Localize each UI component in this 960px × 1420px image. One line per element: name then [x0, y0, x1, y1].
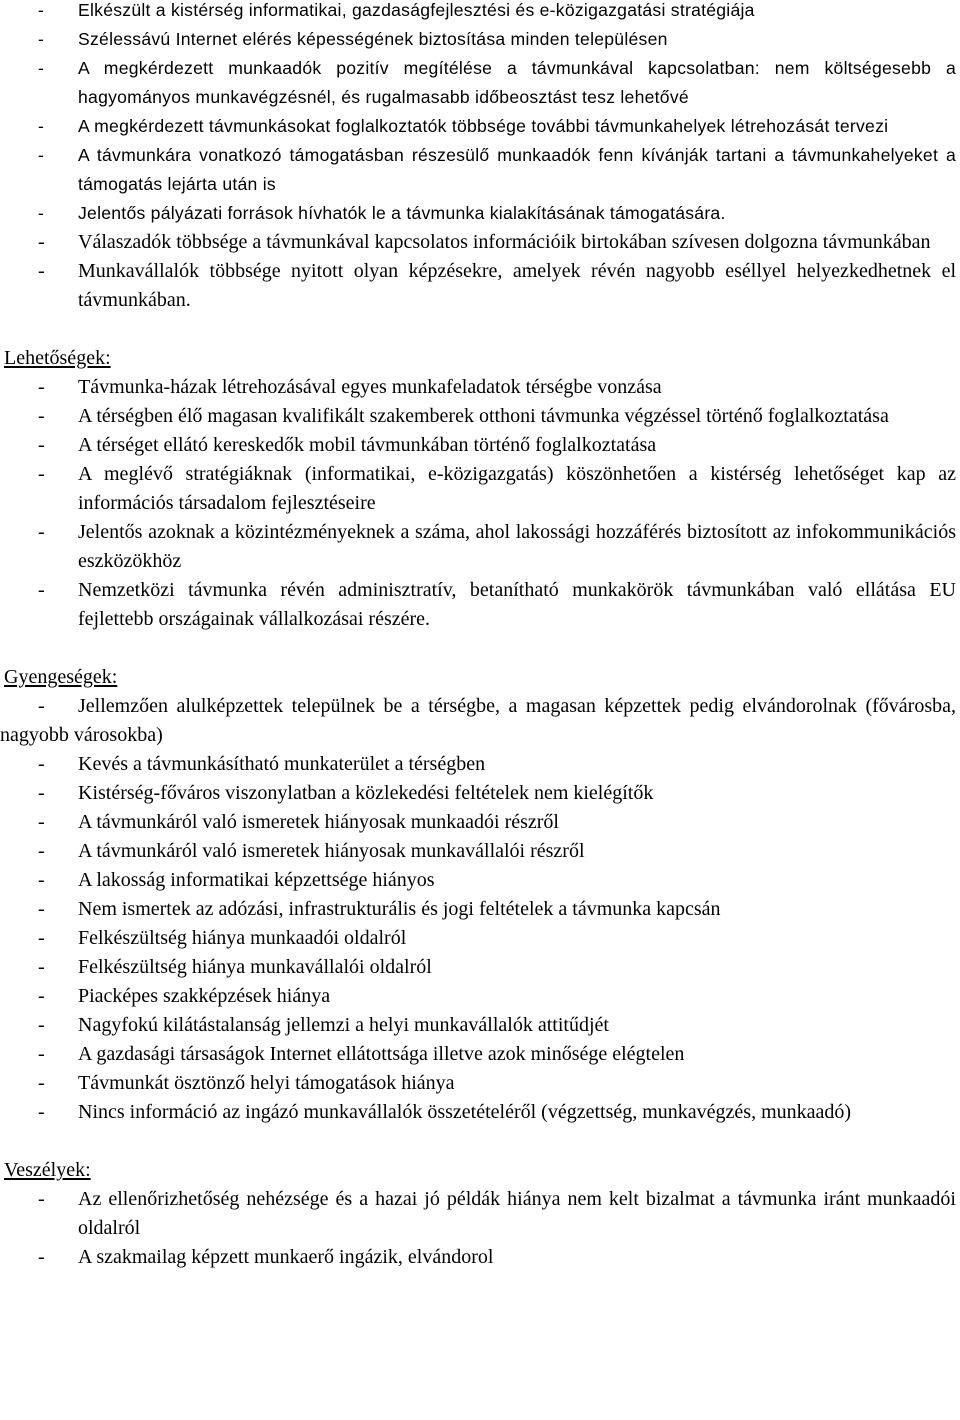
- list-item: [0, 1185, 960, 1243]
- bullet-dash: -: [38, 521, 45, 543]
- list-item-text: Felkészültség hiánya munkaadói oldalról: [78, 927, 407, 949]
- bullet-dash: -: [38, 405, 45, 427]
- list-item-text: Távmunkát ösztönző helyi támogatások hiánya: [78, 1072, 455, 1094]
- bullet-dash: -: [38, 579, 45, 601]
- list-item: [0, 750, 960, 779]
- bullet-dash: -: [38, 956, 45, 978]
- list-item-text: A lakosság informatikai képzettsége hiányos: [78, 869, 435, 891]
- list-item: [0, 199, 960, 228]
- bullet-dash: -: [38, 376, 45, 398]
- list-item-text: A térséget ellátó kereskedők mobil távmunkában történő foglalkoztatása: [78, 434, 657, 456]
- list-item: [0, 141, 960, 199]
- list-item: [0, 1069, 960, 1098]
- bullet-dash: -: [38, 1101, 45, 1123]
- list-item-text: Felkészültség hiánya munkavállalói oldalról: [78, 956, 432, 978]
- list-item: [0, 1040, 960, 1069]
- list-item: [0, 692, 960, 750]
- list-item: [0, 779, 960, 808]
- list-item: [0, 1011, 960, 1040]
- list-item-text: A megkérdezett munkaadók pozitív megítélése a távmunkával kapcsolatban: nem költségesebb a hagyományos munkavégzésnél, és rugalmasabb időbeosztást tesz lehetővé: [78, 58, 956, 107]
- list-item-text: Elkészült a kistérség informatikai, gazdaságfejlesztési és e-közigazgatási stratégiája: [78, 0, 755, 20]
- list-item: [0, 837, 960, 866]
- list-item: [0, 25, 960, 54]
- bullet-dash: -: [38, 985, 45, 1007]
- bullet-dash: -: [38, 463, 45, 485]
- bullet-dash: -: [38, 1043, 45, 1065]
- list-item: [0, 228, 960, 257]
- section-spacer: [0, 315, 960, 344]
- list-item: [0, 402, 960, 431]
- bullet-dash: -: [38, 29, 45, 49]
- list-item-text: Jellemzően alulképzettek települnek be a térségbe, a magasan képzettek pedig elvándorolnak (fővárosba, nagyobb városokba): [0, 695, 956, 746]
- list-item: [0, 895, 960, 924]
- list-item-text: A szakmailag képzett munkaerő ingázik, elvándorol: [78, 1246, 494, 1268]
- list-item: [0, 1098, 960, 1127]
- bullet-dash: -: [38, 0, 45, 20]
- bullet-dash: -: [38, 927, 45, 949]
- bullet-dash: -: [38, 203, 45, 223]
- bullet-dash: -: [38, 753, 45, 775]
- bullet-dash: -: [38, 1188, 45, 1210]
- bullet-dash: -: [38, 1246, 45, 1268]
- bullet-dash: -: [38, 1014, 45, 1036]
- list-item-text: A távmunkáról való ismeretek hiányosak munkaadói részről: [78, 811, 559, 833]
- list-item: [0, 982, 960, 1011]
- list-item: [0, 54, 960, 112]
- list-item-text: A meglévő stratégiáknak (informatikai, e-közigazgatás) köszönhetően a kistérség lehetőséget kap az információs társadalom fejlesztéseire: [78, 463, 956, 514]
- list-item: [0, 808, 960, 837]
- strengths-list: [0, 0, 960, 315]
- list-item-text: Nagyfokú kilátástalanság jellemzi a helyi munkavállalók attitűdjét: [78, 1014, 609, 1036]
- list-item-text: Kevés a távmunkásítható munkaterület a térségben: [78, 753, 486, 775]
- opportunities-list: [0, 373, 960, 634]
- list-item: [0, 866, 960, 895]
- list-item: [0, 257, 960, 315]
- list-item: [0, 924, 960, 953]
- bullet-dash: -: [38, 260, 45, 282]
- list-item-text: Munkavállalók többsége nyitott olyan képzésekre, amelyek révén nagyobb eséllyel helyezkedhetnek el távmunkában.: [78, 260, 956, 311]
- list-item-text: Távmunka-házak létrehozásával egyes munkafeladatok térségbe vonzása: [78, 376, 662, 398]
- bullet-dash: -: [38, 840, 45, 862]
- list-item: [0, 0, 960, 25]
- list-item-text: Piacképes szakképzések hiánya: [78, 985, 331, 1007]
- list-item-text: Nem ismertek az adózási, infrastrukturális és jogi feltételek a távmunka kapcsán: [78, 898, 721, 920]
- list-item: [0, 953, 960, 982]
- list-item-text: Jelentős pályázati források hívhatók le a távmunka kialakításának támogatására.: [78, 203, 726, 223]
- list-item: [0, 576, 960, 634]
- bullet-dash: -: [38, 145, 45, 165]
- bullet-dash: -: [38, 869, 45, 891]
- list-item-text: A megkérdezett távmunkásokat foglalkoztatók többsége további távmunkahelyek létrehozását tervezi: [78, 116, 889, 136]
- list-item-text: A gazdasági társaságok Internet ellátottsága illetve azok minősége elégtelen: [78, 1043, 685, 1065]
- bullet-dash: -: [38, 898, 45, 920]
- list-item: [0, 460, 960, 518]
- list-item: [0, 112, 960, 141]
- threats-list: [0, 1185, 960, 1272]
- list-item-text: A távmunkára vonatkozó támogatásban részesülő munkaadók fenn kívánják tartani a távmunkahelyeket a támogatás lejárta után is: [78, 145, 956, 194]
- list-item-text: Nincs információ az ingázó munkavállalók összetételéről (végzettség, munkavégzés, munkaadó): [78, 1101, 852, 1123]
- list-item-text: Válaszadók többsége a távmunkával kapcsolatos információik birtokában szívesen dolgozna távmunkában: [78, 231, 931, 253]
- bullet-dash: -: [38, 231, 45, 253]
- bullet-dash: -: [38, 58, 45, 78]
- list-item-text: Jelentős azoknak a közintézményeknek a száma, ahol lakossági hozzáférés biztosított az infokommunikációs eszközökhöz: [78, 521, 956, 572]
- list-item-text: A távmunkáról való ismeretek hiányosak munkavállalói részről: [78, 840, 585, 862]
- opportunities-heading: Lehetőségek:: [4, 347, 111, 369]
- section-spacer: [0, 1127, 960, 1156]
- list-item: [0, 431, 960, 460]
- list-item-text: Az ellenőrizhetőség nehézsége és a hazai jó példák hiánya nem kelt bizalmat a távmunka iránt munkaadói oldalról: [78, 1188, 956, 1239]
- bullet-dash: -: [38, 811, 45, 833]
- list-item-text: Nemzetközi távmunka révén adminisztratív, betanítható munkakörök távmunkában való ellátása EU fejlettebb országainak vállalkozásai részére.: [78, 579, 956, 630]
- list-item-text: Kistérség-főváros viszonylatban a közlekedési feltételek nem kielégítők: [78, 782, 654, 804]
- bullet-dash: -: [38, 1072, 45, 1094]
- list-item: [0, 373, 960, 402]
- section-spacer: [0, 634, 960, 663]
- bullet-dash: -: [38, 782, 45, 804]
- list-item-text: Szélessávú Internet elérés képességének biztosítása minden településen: [78, 29, 668, 49]
- bullet-dash: -: [38, 116, 45, 136]
- list-item-text: A térségben élő magasan kvalifikált szakemberek otthoni távmunka végzéssel történő foglalkoztatása: [78, 405, 889, 427]
- threats-heading: Veszélyek:: [4, 1159, 91, 1181]
- list-item: [0, 518, 960, 576]
- weaknesses-heading: Gyengeségek:: [4, 666, 118, 688]
- weaknesses-list: [0, 692, 960, 1127]
- list-item: [0, 1243, 960, 1272]
- bullet-dash: -: [38, 434, 45, 456]
- bullet-dash: -: [38, 695, 45, 717]
